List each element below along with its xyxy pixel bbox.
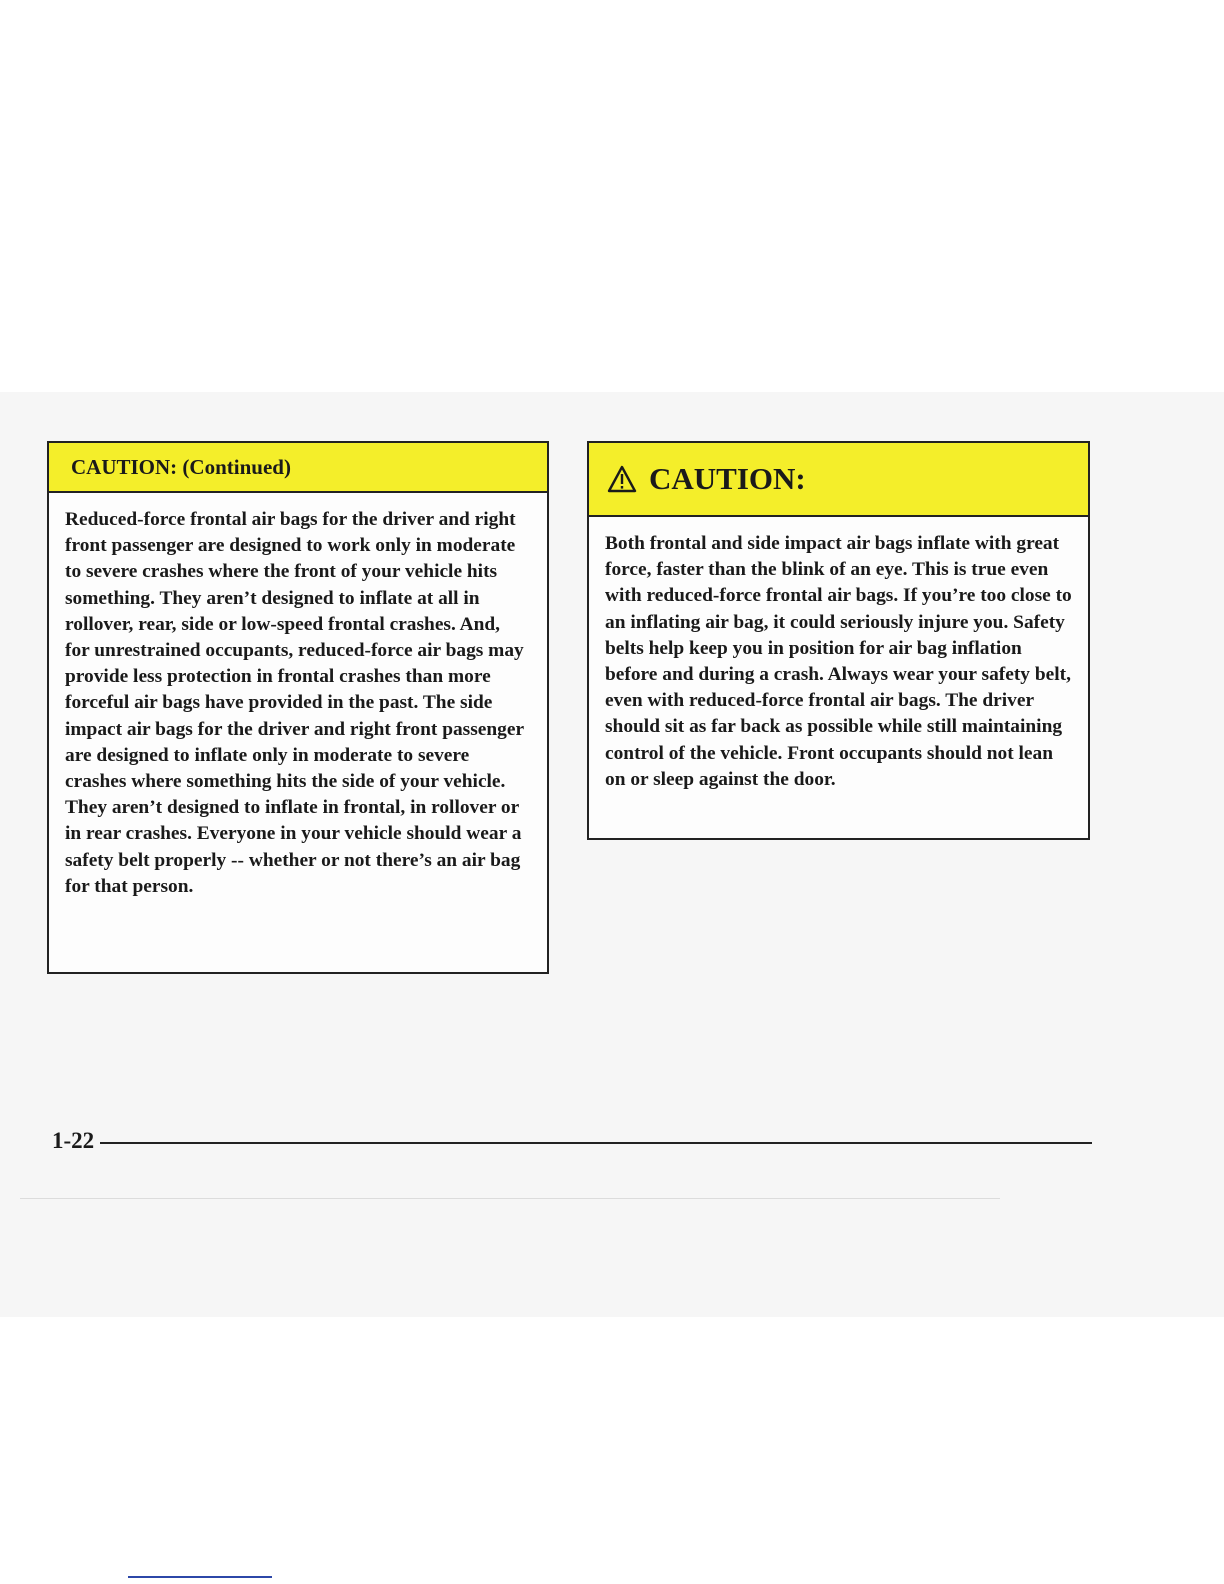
caution-continued-box: [47, 441, 549, 974]
scan-artifact-line: [20, 1198, 1000, 1199]
warning-triangle-icon: [607, 465, 637, 493]
caution-box: [587, 441, 1090, 840]
caution-continued-header: [49, 443, 547, 493]
page-number: 1-22: [52, 1128, 95, 1153]
caution-title: CAUTION:: [649, 461, 806, 496]
page-footer: [52, 1126, 1092, 1156]
caution-text: Both frontal and side impact air bags inflate with great force, faster than the blink of an eye. This is true even with reduced-force frontal air bags. If you’re too close to an inflating air bag, it could seriously injure you. Safety belts help keep you in position for air bag inflation before and during a crash. Always wear your safety belt, even with reduced-force frontal air bags. The driver should sit as far back as possible while still maintaining control of the vehicle. Front occupants should not lean on or sleep against the door.: [605, 533, 1072, 790]
caution-continued-text: Reduced-force frontal air bags for the driver and right front passenger are designed to work only in moderate to severe crashes where the front of your vehicle hits something. They aren’t designed to inflate at all in rollover, rear, side or low-speed frontal crashes. And, for unrestrained occupants, reduced-force air bags may provide less protection in frontal crashes than more forceful air bags have provided in the past. The side impact air bags for the driver and right front passenger are designed to inflate only in moderate to severe crashes where something hits the side of your vehicle. They aren’t designed to inflate in frontal, in rollover or in rear crashes. Everyone in your vehicle should wear a safety belt properly -- whether or not there’s an air bag for that person.: [65, 509, 524, 897]
footer-rule: [100, 1142, 1092, 1144]
bottom-link-line: [128, 1576, 272, 1578]
caution-header: [589, 443, 1088, 517]
caution-continued-title: CAUTION: (Continued): [71, 454, 291, 479]
